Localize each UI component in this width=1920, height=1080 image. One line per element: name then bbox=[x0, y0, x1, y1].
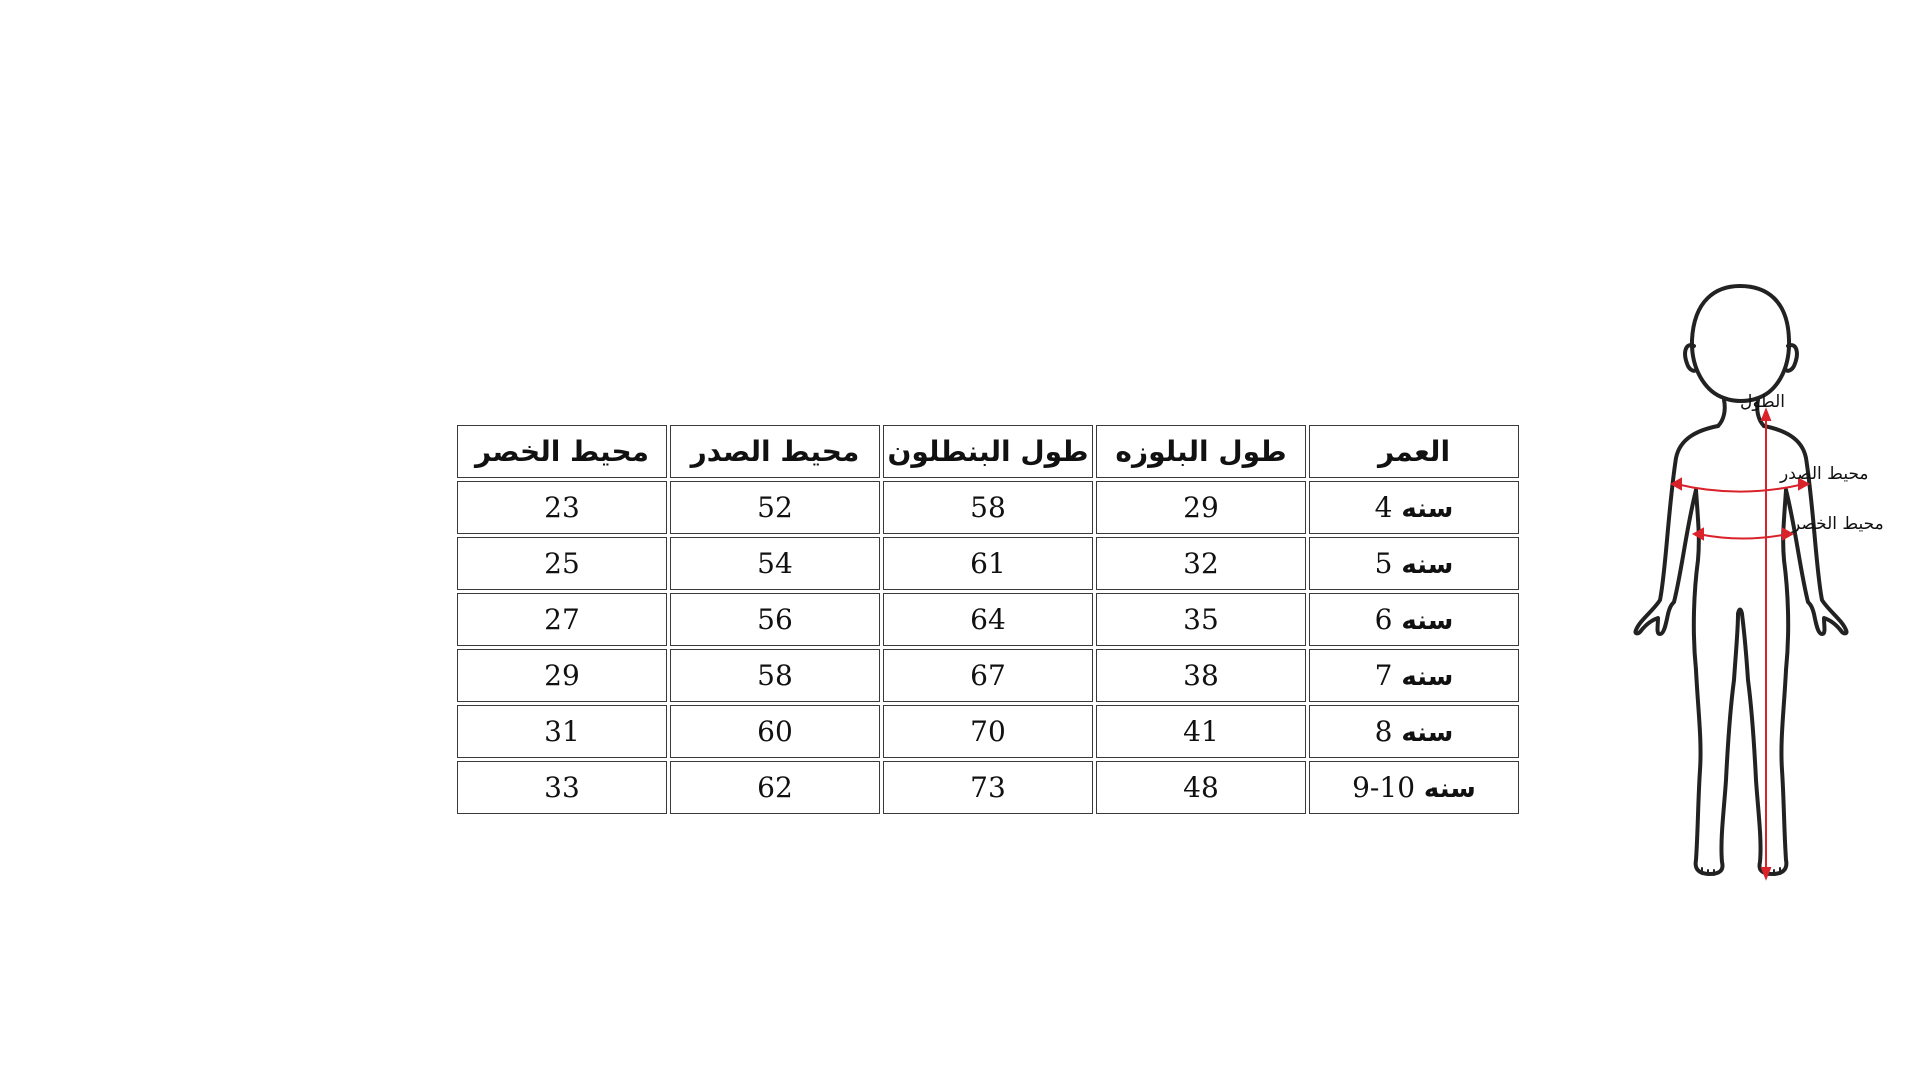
pants-length-cell: 67 bbox=[883, 649, 1093, 702]
age-cell bbox=[1309, 593, 1519, 646]
age-cell bbox=[1309, 537, 1519, 590]
age-unit: سنه bbox=[1401, 494, 1454, 524]
chest-cell: 62 bbox=[670, 761, 880, 814]
age-value: 6 bbox=[1374, 603, 1393, 636]
child-measurement-figure bbox=[1548, 270, 1920, 890]
age-value: 8 bbox=[1374, 715, 1393, 748]
header-pants-length: طول البنطلون bbox=[883, 425, 1093, 478]
waist-cell: 29 bbox=[457, 649, 667, 702]
table-row bbox=[457, 649, 1519, 702]
age-cell bbox=[1309, 481, 1519, 534]
chest-cell: 56 bbox=[670, 593, 880, 646]
table-row bbox=[457, 593, 1519, 646]
chest-cell: 58 bbox=[670, 649, 880, 702]
age-value: 5 bbox=[1374, 547, 1393, 580]
header-age: العمر bbox=[1309, 425, 1519, 478]
chest-cell: 60 bbox=[670, 705, 880, 758]
waist-arrow-right bbox=[1783, 529, 1792, 539]
length-arrow-bottom bbox=[1762, 868, 1770, 878]
waist-cell: 23 bbox=[457, 481, 667, 534]
crotch-outline bbox=[1738, 610, 1742, 615]
blouse-length-cell: 35 bbox=[1096, 593, 1306, 646]
pants-length-cell: 73 bbox=[883, 761, 1093, 814]
pants-length-cell: 64 bbox=[883, 593, 1093, 646]
right-leg-outline bbox=[1742, 614, 1786, 874]
age-value: 4 bbox=[1374, 491, 1393, 524]
age-cell bbox=[1309, 705, 1519, 758]
length-label: الطول bbox=[1740, 392, 1785, 412]
age-unit: سنه bbox=[1423, 774, 1476, 804]
blouse-length-cell: 29 bbox=[1096, 481, 1306, 534]
waist-measure-line bbox=[1698, 534, 1788, 539]
blouse-length-cell: 41 bbox=[1096, 705, 1306, 758]
header-blouse-length: طول البلوزه bbox=[1096, 425, 1306, 478]
age-unit: سنه bbox=[1401, 718, 1454, 748]
table-row bbox=[457, 705, 1519, 758]
blouse-length-cell: 32 bbox=[1096, 537, 1306, 590]
pants-length-cell: 70 bbox=[883, 705, 1093, 758]
chest-label: محيط الصدر bbox=[1780, 464, 1869, 484]
table-row bbox=[457, 481, 1519, 534]
pants-length-cell: 61 bbox=[883, 537, 1093, 590]
age-value: 7 bbox=[1374, 659, 1393, 692]
torso-right bbox=[1783, 490, 1788, 670]
header-chest: محيط الصدر bbox=[670, 425, 880, 478]
waist-cell: 27 bbox=[457, 593, 667, 646]
head-outline bbox=[1692, 286, 1789, 401]
header-waist: محيط الخصر bbox=[457, 425, 667, 478]
waist-arrow-left bbox=[1694, 529, 1703, 539]
chest-cell: 54 bbox=[670, 537, 880, 590]
age-cell bbox=[1309, 761, 1519, 814]
torso-left bbox=[1694, 490, 1699, 670]
age-value: 9-10 bbox=[1352, 771, 1416, 804]
waist-cell: 33 bbox=[457, 761, 667, 814]
age-unit: سنه bbox=[1401, 662, 1454, 692]
table-row bbox=[457, 761, 1519, 814]
pants-length-cell: 58 bbox=[883, 481, 1093, 534]
chest-cell: 52 bbox=[670, 481, 880, 534]
size-chart-table bbox=[454, 422, 1522, 817]
age-unit: سنه bbox=[1401, 550, 1454, 580]
table-row bbox=[457, 537, 1519, 590]
child-outline-illustration bbox=[1548, 270, 1920, 890]
blouse-length-cell: 48 bbox=[1096, 761, 1306, 814]
neck-left bbox=[1718, 400, 1725, 426]
left-arm-outline bbox=[1635, 426, 1718, 634]
age-unit: سنه bbox=[1401, 606, 1454, 636]
waist-cell: 31 bbox=[457, 705, 667, 758]
blouse-length-cell: 38 bbox=[1096, 649, 1306, 702]
age-cell bbox=[1309, 649, 1519, 702]
left-leg-outline bbox=[1696, 614, 1738, 874]
table-header-row bbox=[457, 425, 1519, 478]
waist-cell: 25 bbox=[457, 537, 667, 590]
waist-label: محيط الخصر bbox=[1792, 514, 1884, 534]
